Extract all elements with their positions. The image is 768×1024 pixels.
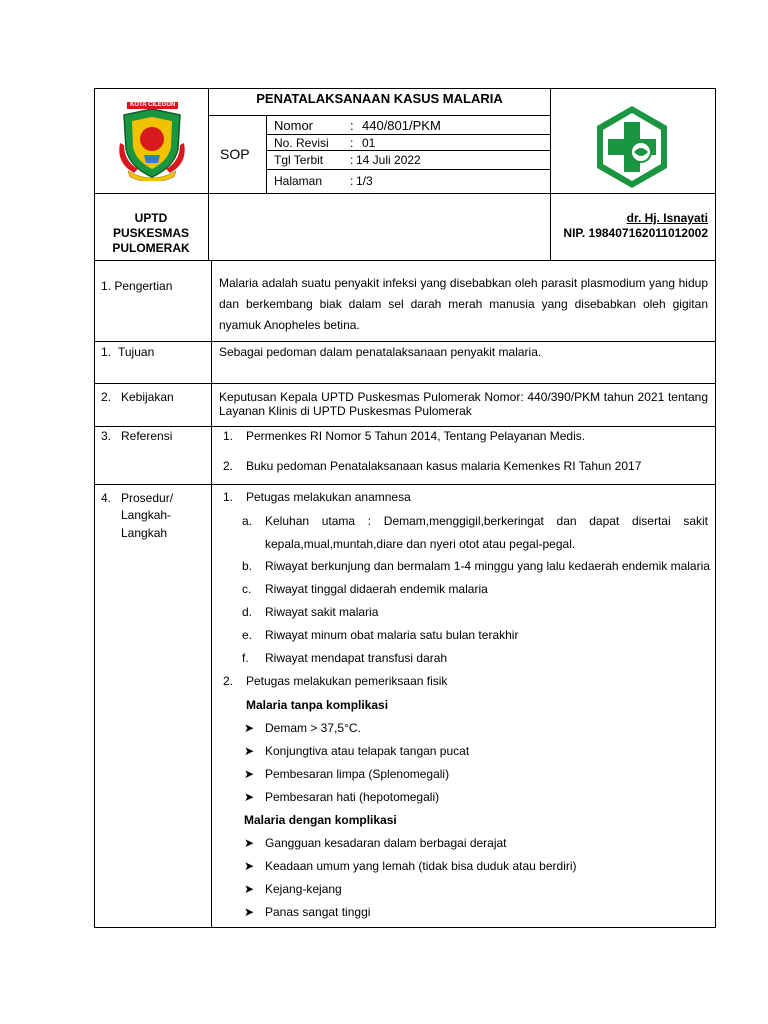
step1-item-e-letter: e.	[242, 628, 253, 642]
step1-item-f-letter: f.	[242, 651, 249, 665]
tanpa-item-3: Pembesaran limpa (Splenomegali)	[265, 767, 450, 781]
referensi-label-num: 3.	[101, 429, 112, 443]
referensi-label: Referensi	[121, 429, 173, 443]
table-border-bottom	[94, 927, 716, 928]
field-revisi-sep: :	[350, 136, 354, 150]
dengan-item-4: Panas sangat tinggi	[265, 905, 371, 919]
row-line-tujuan	[94, 383, 716, 384]
field-revisi-label: No. Revisi	[274, 136, 329, 150]
tujuan-label: Tujuan	[118, 345, 155, 359]
field-revisi-value: 01	[362, 136, 376, 150]
signer-nip: NIP. 198407162011012002	[563, 226, 708, 240]
kebijakan-label-num: 2.	[101, 390, 112, 404]
step1-num: 1.	[223, 490, 234, 504]
sop-label: SOP	[220, 146, 250, 162]
crest-banner-text: KOTA CILEGON	[127, 102, 178, 109]
field-nomor-label: Nomor	[274, 118, 314, 133]
field-halaman-label: Halaman	[274, 174, 323, 188]
field-terbit-sep: :	[350, 153, 354, 167]
step1-item-f: Riwayat mendapat transfusi darah	[265, 651, 448, 665]
table-border-top	[94, 88, 716, 89]
step1-item-b-letter: b.	[242, 559, 253, 573]
arrow-bullet-icon: ➤	[244, 836, 255, 850]
kebijakan-text: Keputusan Kepala UPTD Puskesmas Pulomerak Nomor: 440/390/PKM tahun 2021 tentang Layanan Klinis di UPTD Puskesmas Pulomerak	[219, 390, 708, 418]
step1-item-a: Keluhan utama : Demam,menggigil,berkeringat dan dapat disertai sakit kepala,mual,muntah,diare dan nyeri otot atau pegal-pegal.	[265, 514, 708, 551]
tujuan-text: Sebagai pedoman dalam penatalaksanaan penyakit malaria.	[219, 345, 542, 359]
dengan-item-3: Kejang-kejang	[265, 882, 342, 896]
row-line-kebijakan	[94, 426, 716, 427]
signer-name: dr. Hj. Isnayati	[626, 211, 708, 225]
tanpa-komplikasi-title: Malaria tanpa komplikasi	[246, 698, 389, 712]
prosedur-label-num: 4.	[101, 491, 112, 505]
org-line-1: UPTD	[134, 211, 168, 225]
header-mid-line	[94, 193, 716, 194]
referensi-item-1-num: 1.	[223, 429, 234, 443]
step1-item-e: Riwayat minum obat malaria satu bulan terakhir	[265, 628, 519, 642]
field-line-1	[266, 134, 551, 135]
row-line-referensi	[94, 484, 716, 485]
sop-divider	[266, 115, 267, 193]
arrow-bullet-icon: ➤	[244, 790, 255, 804]
header-bottom-line	[94, 260, 716, 261]
prosedur-label-1: Prosedur/	[121, 491, 174, 505]
field-nomor-value: 440/801/PKM	[362, 118, 441, 133]
referensi-item-2: Buku pedoman Penatalaksanaan kasus malaria Kemenkes RI Tahun 2017	[246, 459, 642, 473]
city-crest-logo	[114, 103, 190, 181]
pengertian-label: 1. Pengertian	[101, 279, 173, 293]
step1-item-c-letter: c.	[242, 582, 252, 596]
step1-item-b: Riwayat berkunjung dan bermalam 1-4 minggu yang lalu kedaerah endemik malaria	[265, 559, 710, 573]
step1-item-d: Riwayat sakit malaria	[265, 605, 379, 619]
title-bottom-line	[208, 115, 551, 116]
prosedur-label-3: Langkah	[121, 526, 168, 540]
tanpa-item-2: Konjungtiva atau telapak tangan pucat	[265, 744, 470, 758]
puskesmas-cross-icon	[594, 104, 670, 190]
body-column-divider	[211, 260, 212, 928]
puskesmas-logo	[594, 104, 670, 190]
arrow-bullet-icon: ➤	[244, 721, 255, 735]
kebijakan-label: Kebijakan	[121, 390, 174, 404]
field-line-2	[266, 150, 551, 151]
arrow-bullet-icon: ➤	[244, 744, 255, 758]
dengan-komplikasi-title: Malaria dengan komplikasi	[244, 813, 397, 827]
field-halaman-sep: :	[350, 174, 354, 188]
document-title: PENATALAKSANAAN KASUS MALARIA	[256, 91, 503, 106]
field-terbit-value: 14 Juli 2022	[356, 153, 421, 167]
field-line-3	[266, 169, 551, 170]
step2-text: Petugas melakukan pemeriksaan fisik	[246, 674, 448, 688]
field-halaman-value: 1/3	[356, 174, 373, 188]
step1-item-d-letter: d.	[242, 605, 253, 619]
tanpa-item-1: Demam > 37,5°C.	[265, 721, 361, 735]
org-line-2: PUSKESMAS	[112, 226, 189, 240]
pengertian-text: Malaria adalah suatu penyakit infeksi yang disebabkan oleh parasit plasmodium yang hidup dan berkembang biak dalam sel darah merah manusia yang disebabkan oleh gigitan nyamuk Anopheles betina.	[219, 276, 708, 332]
prosedur-label-2: Langkah-	[121, 508, 172, 522]
referensi-item-2-num: 2.	[223, 459, 234, 473]
arrow-bullet-icon: ➤	[244, 905, 255, 919]
crest-icon	[114, 103, 190, 181]
org-line-3: PULOMERAK	[112, 241, 190, 255]
field-terbit-label: Tgl Terbit	[274, 153, 324, 167]
step1-item-c: Riwayat tinggal didaerah endemik malaria	[265, 582, 488, 596]
step1-text: Petugas melakukan anamnesa	[246, 490, 411, 504]
step2-num: 2.	[223, 674, 234, 688]
dengan-item-1: Gangguan kesadaran dalam berbagai derajat	[265, 836, 507, 850]
header-divider-left	[208, 88, 209, 261]
arrow-bullet-icon: ➤	[244, 882, 255, 896]
arrow-bullet-icon: ➤	[244, 767, 255, 781]
tanpa-item-4: Pembesaran hati (hepotomegali)	[265, 790, 440, 804]
tujuan-label-num: 1.	[101, 345, 112, 359]
row-line-pengertian	[94, 341, 716, 342]
dengan-item-2: Keadaan umum yang lemah (tidak bisa duduk atau berdiri)	[265, 859, 577, 873]
referensi-item-1: Permenkes RI Nomor 5 Tahun 2014, Tentang Pelayanan Medis.	[246, 429, 586, 443]
table-border-right	[715, 88, 716, 928]
field-nomor-sep: :	[350, 118, 354, 133]
step1-item-a-letter: a.	[242, 514, 253, 528]
arrow-bullet-icon: ➤	[244, 859, 255, 873]
